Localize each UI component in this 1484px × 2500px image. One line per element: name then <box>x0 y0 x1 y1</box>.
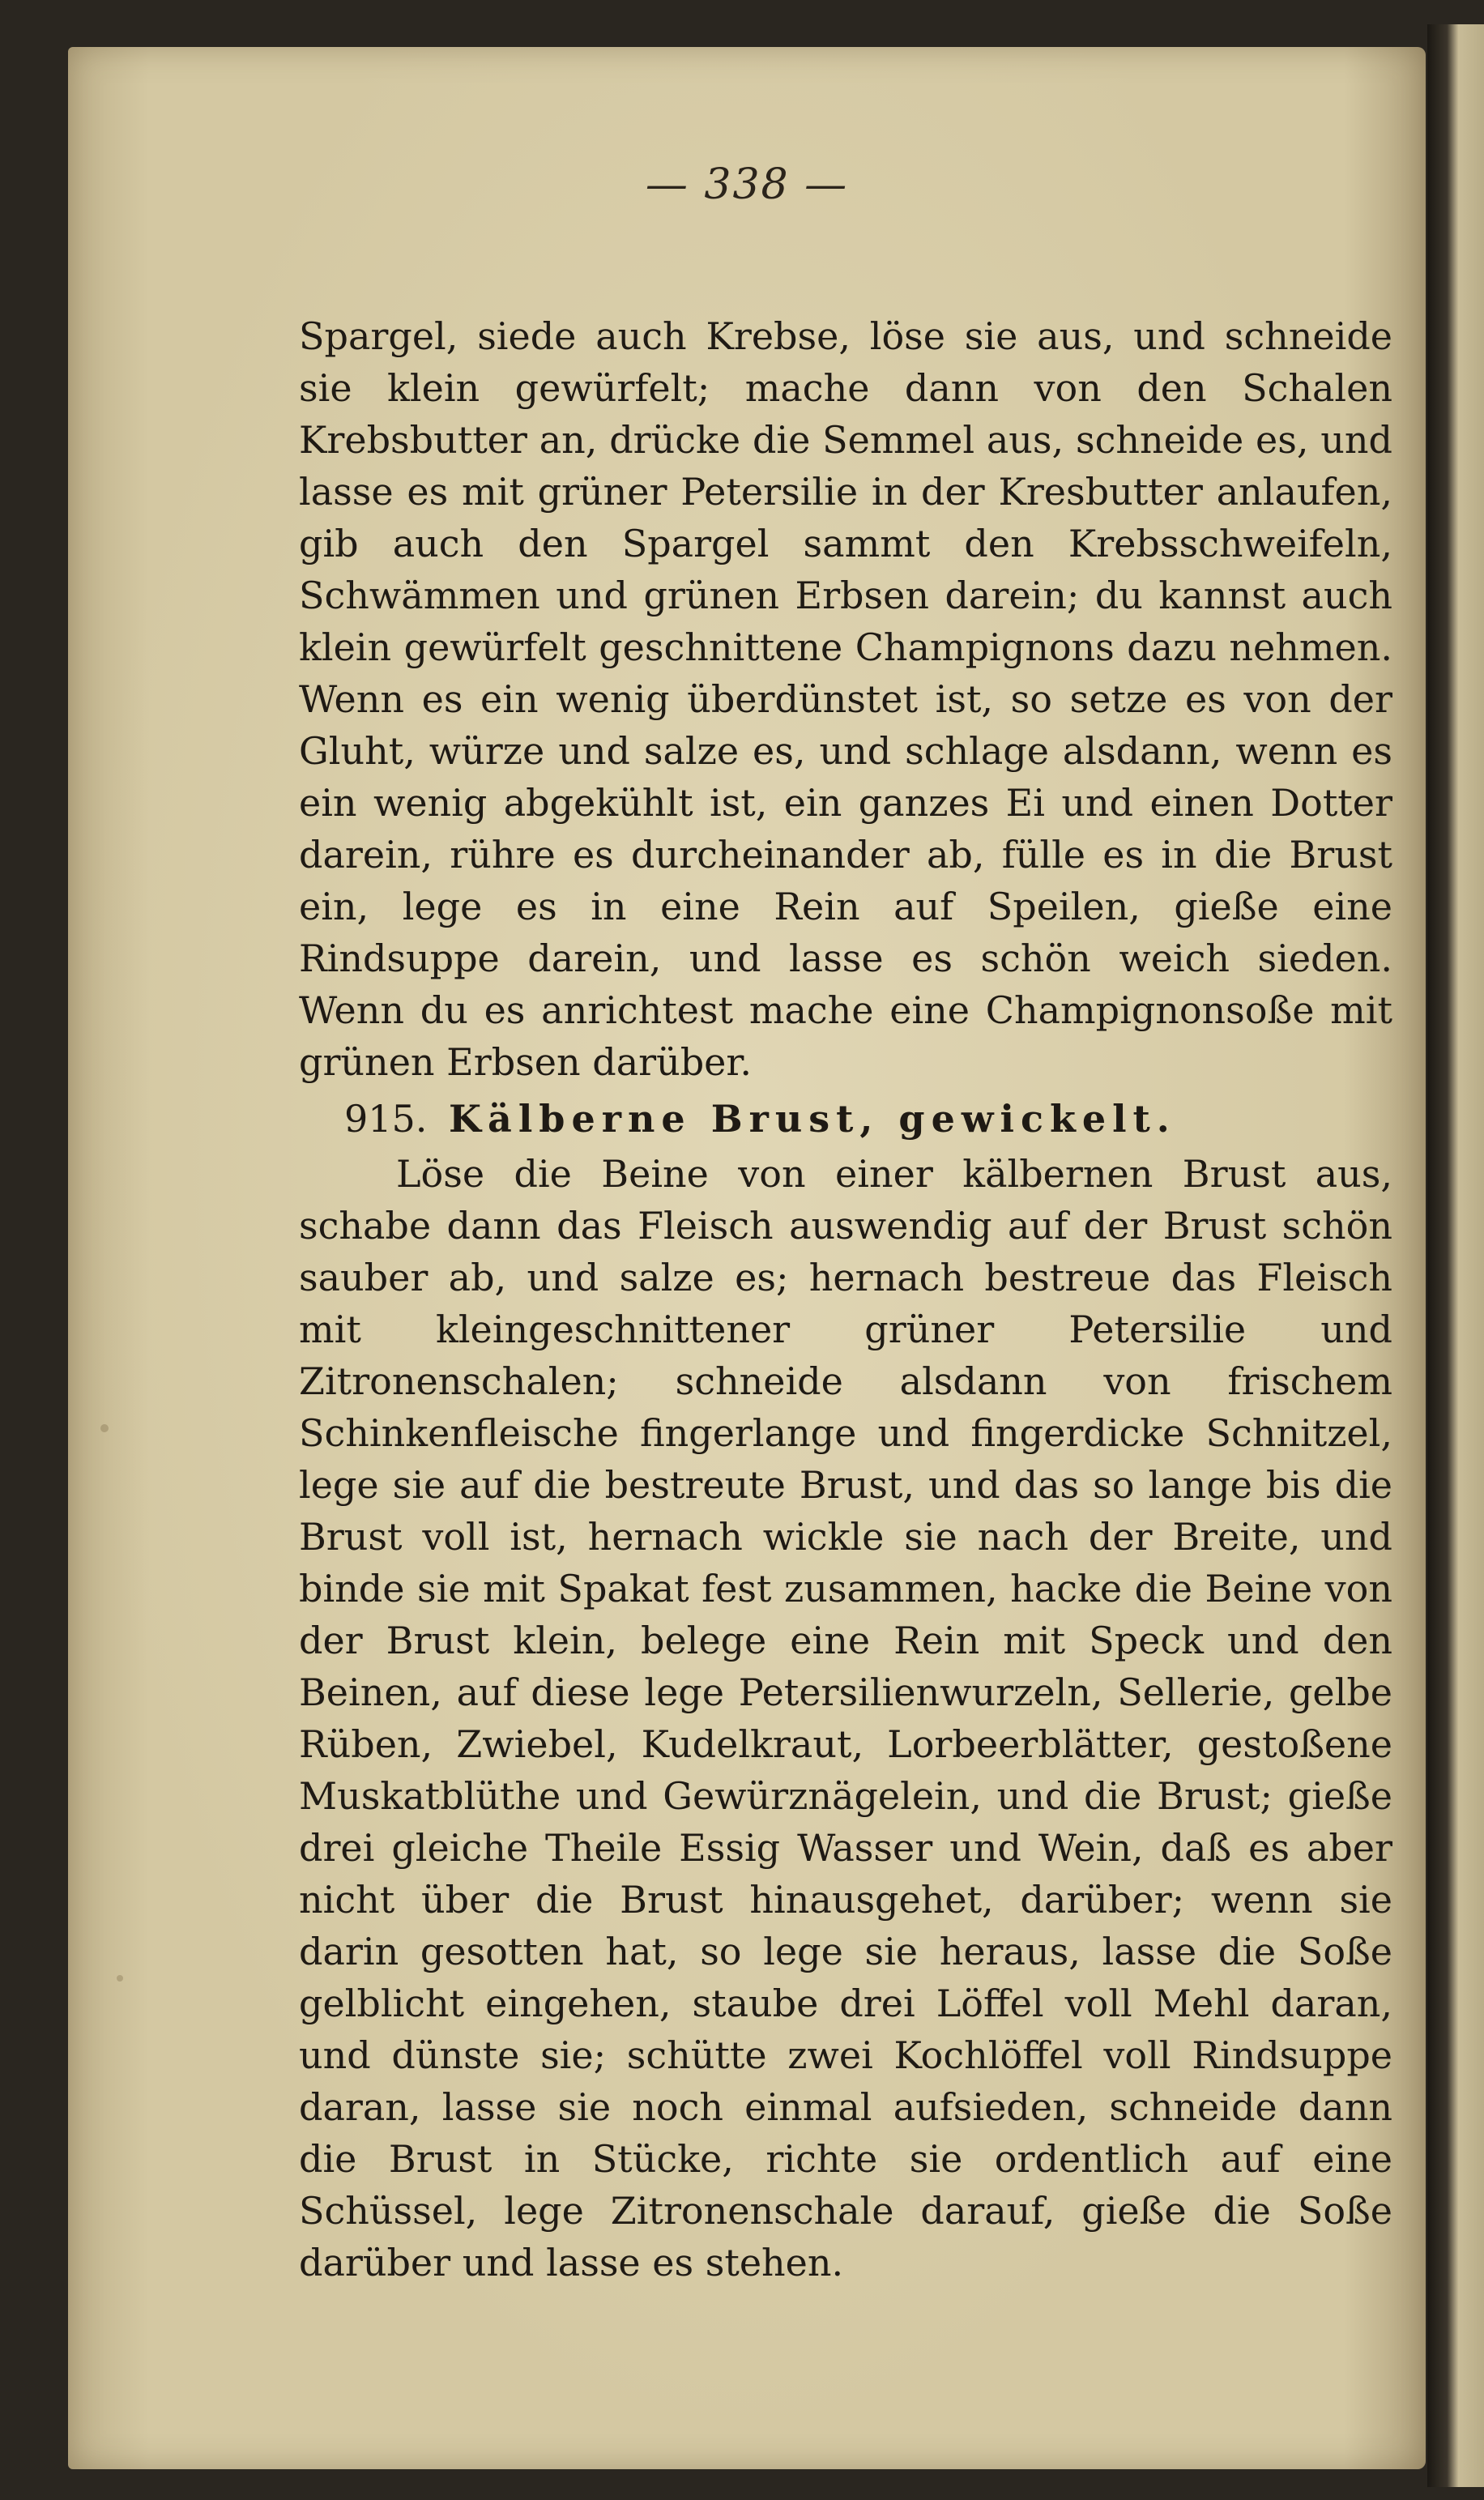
recipe-paragraph: Löse die Beine von einer kälbernen Brust aus, schabe dann das Fleisch auswendig auf der Brust schön sauber ab, und salze es; hernach bestreue das Fleisch mit kleingeschnittener grüner Petersilie und Zitronenschalen; schneide alsdann von frischem Schinkenfleische fingerlange und fingerdicke Schnitzel, lege sie auf die bestreute Brust, und das so lange bis die Brust voll ist, hernach wickle sie nach der Breite, und binde sie mit Spakat fest zusammen, hacke die Beine von der Brust klein, belege eine Rein mit Speck und den Beinen, auf diese lege Petersilienwurzeln, Sellerie, gelbe Rüben, Zwiebel, Kudelkraut, Lorbeerblätter, gestoßene Muskatblüthe und Gewürznägelein, und die Brust; gieße drei gleiche Theile Essig Wasser und Wein, daß es aber nicht über die Brust hinausgehet, darüber; wenn sie darin gesotten hat, so lege sie heraus, lasse die Soße gelblicht eingehen, staube drei Löffel voll Mehl daran, und dünste sie; schütte zwei Kochlöffel voll Rindsuppe daran, lasse sie noch einmal aufsieden, schneide dann die Brust in Stücke, richte sie ordentlich auf eine Schüssel, lege Zitronenschale darauf, gieße die Soße darüber und lasse es stehen. <box>299 1152 1392 2285</box>
page-text <box>299 310 1392 2289</box>
recipe-title: Kälberne Brust, gewickelt. <box>449 1097 1176 1141</box>
book-page <box>68 47 1426 2469</box>
page-number: — 338 — <box>645 160 849 209</box>
recipe-heading <box>299 1093 1392 1145</box>
recipe-number: 915. <box>344 1097 428 1141</box>
paper-stain <box>100 1424 109 1432</box>
adjacent-page-edge <box>1427 24 1484 2487</box>
paper-stain <box>117 1975 123 1982</box>
continued-paragraph: Spargel, siede auch Krebse, löse sie aus, und schneide sie klein gewürfelt; mache dann von den Schalen Krebsbutter an, drücke die Semmel aus, schneide es, und lasse es mit grüner Petersilie in der Kresbutter anlaufen, gib auch den Spargel sammt den Krebsschweifeln, Schwämmen und grünen Erbsen darein; du kannst auch klein gewürfelt geschnittene Champignons dazu nehmen. Wenn es ein wenig überdünstet ist, so setze es von der Gluht, würze und salze es, und schlage alsdann, wenn es ein wenig abgekühlt ist, ein ganzes Ei und einen Dotter darein, rühre es durcheinander ab, fülle es in die Brust ein, lege es in eine Rein auf Speilen, gieße eine Rindsuppe darein, und lasse es schön weich sieden. Wenn du es anrichtest mache eine Champignonsoße mit grünen Erbsen darüber. <box>299 314 1392 1084</box>
